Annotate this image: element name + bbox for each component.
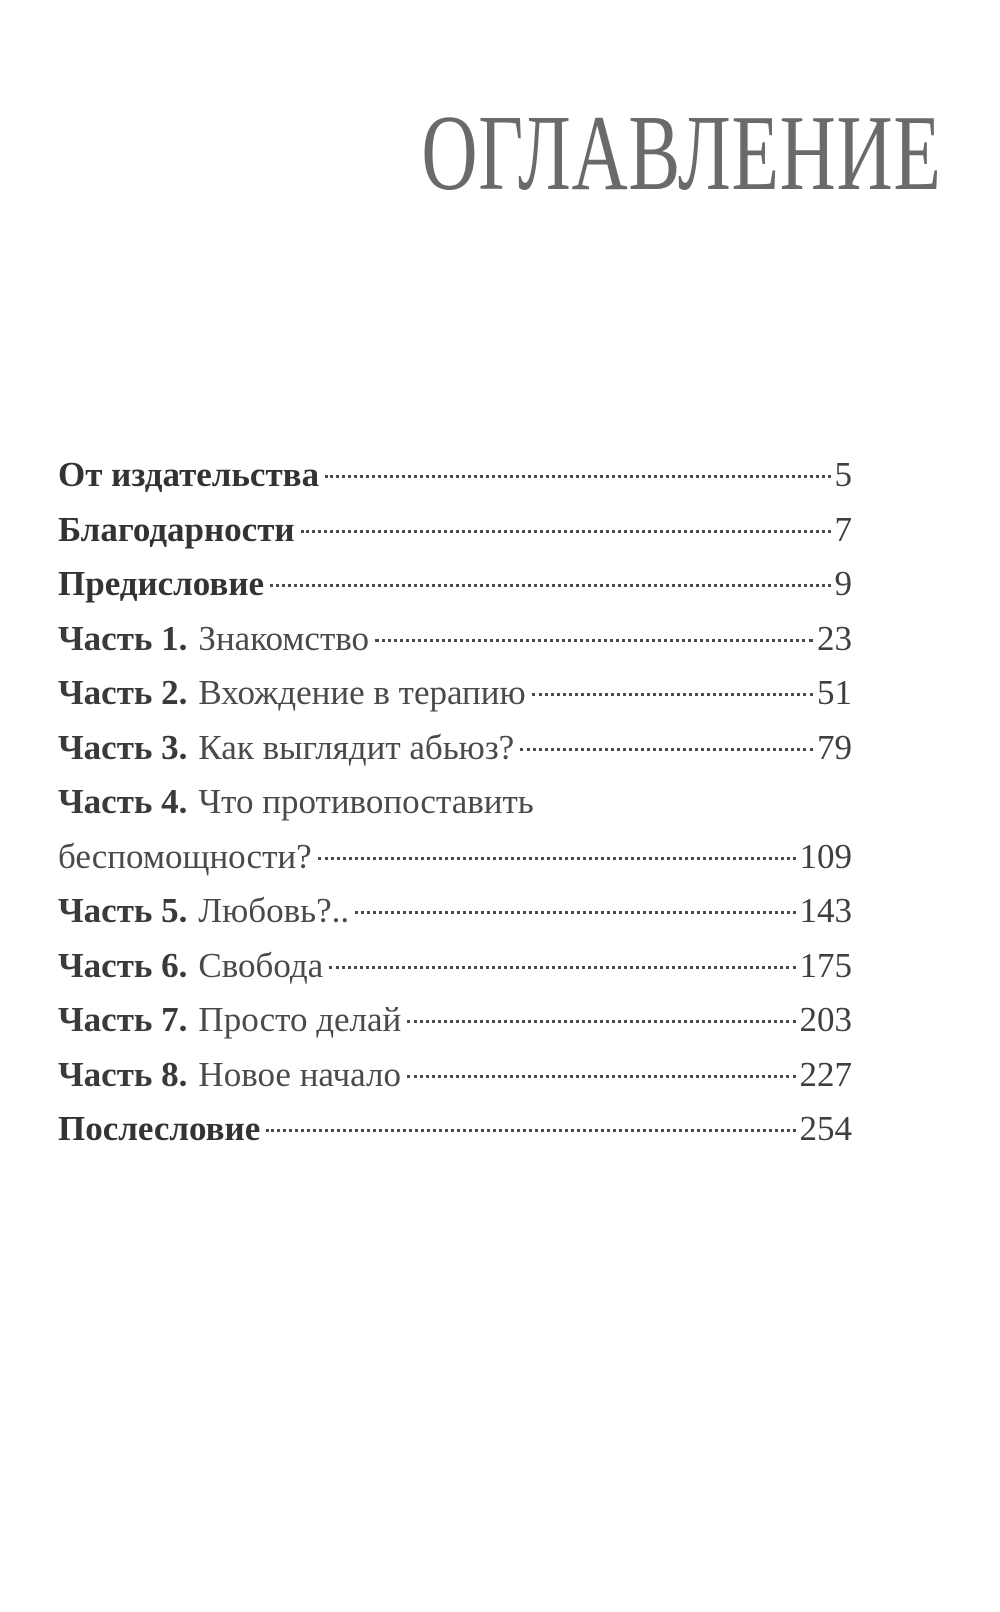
dot-leader	[375, 639, 813, 642]
toc-entry-title: От издательства	[58, 455, 320, 494]
toc-entry-afterword	[58, 1102, 852, 1157]
toc-entry-title: Как выглядит абьюз?	[198, 727, 515, 767]
page-title: ОГЛАВЛЕНИЕ	[421, 94, 942, 213]
toc-entry-page: 109	[799, 836, 852, 876]
toc-entry-acknowledgements	[58, 503, 852, 558]
toc-entry-part-5	[58, 884, 852, 939]
toc-entry-title: Просто делай	[198, 1000, 402, 1039]
toc-entry-title: Любовь?..	[198, 891, 350, 930]
toc-entry-page: 23	[817, 618, 852, 658]
toc-entry-part-label: Часть 1.	[58, 618, 188, 658]
toc-entry-part-7	[58, 993, 852, 1048]
toc-entry-page: 7	[834, 509, 852, 549]
toc-entry-page: 203	[799, 1000, 852, 1039]
toc-entry-part-label: Часть 5.	[58, 891, 188, 930]
toc-entry-page: 9	[834, 564, 852, 603]
toc-entry-part-3	[58, 721, 852, 776]
dot-leader	[407, 1020, 795, 1023]
toc-entry-part-label: Часть 8.	[58, 1054, 188, 1094]
dot-leader	[520, 748, 813, 751]
toc-entry-part-label: Часть 6.	[58, 945, 188, 985]
toc-entry-page: 227	[799, 1054, 852, 1094]
toc-entry-title: Благодарности	[58, 509, 295, 549]
table-of-contents	[58, 448, 852, 1157]
toc-entry-page: 254	[799, 1109, 852, 1148]
dot-leader	[407, 1075, 796, 1078]
toc-entry-title: Свобода	[198, 945, 324, 985]
toc-entry-page: 51	[817, 673, 852, 712]
toc-entry-part-8	[58, 1048, 852, 1103]
toc-entry-page: 143	[799, 891, 852, 930]
toc-entry-title: Послесловие	[58, 1109, 261, 1148]
toc-entry-part-label: Часть 2.	[58, 673, 188, 712]
toc-entry-title-continued: беспомощности?	[58, 836, 312, 876]
dot-leader	[532, 693, 813, 696]
toc-entry-part-label: Часть 4.	[58, 782, 188, 821]
toc-entry-part-label: Часть 3.	[58, 727, 188, 767]
toc-entry-title: Новое начало	[198, 1054, 401, 1094]
dot-leader	[329, 966, 795, 969]
toc-entry-part-label: Часть 7.	[58, 1000, 188, 1039]
toc-entry-title: Знакомство	[198, 618, 370, 658]
dot-leader	[318, 857, 796, 860]
toc-entry-foreword	[58, 557, 852, 612]
toc-entry-part-2	[58, 666, 852, 721]
toc-entry-publisher	[58, 448, 852, 503]
toc-entry-part-4-continued	[58, 830, 852, 885]
dot-leader	[325, 475, 830, 478]
dot-leader	[270, 584, 830, 587]
toc-entry-part-6	[58, 939, 852, 994]
dot-leader	[266, 1129, 795, 1132]
toc-entry-page: 79	[817, 727, 852, 767]
toc-entry-title: Что противопоставить	[198, 782, 534, 821]
toc-entry-title: Вхождение в терапию	[198, 673, 526, 712]
toc-entry-part-4	[58, 775, 852, 830]
toc-entry-page: 5	[834, 455, 852, 494]
toc-entry-title: Предисловие	[58, 564, 265, 603]
toc-entry-page: 175	[799, 945, 852, 985]
dot-leader	[355, 911, 795, 914]
toc-entry-part-1	[58, 612, 852, 667]
dot-leader	[301, 530, 831, 533]
